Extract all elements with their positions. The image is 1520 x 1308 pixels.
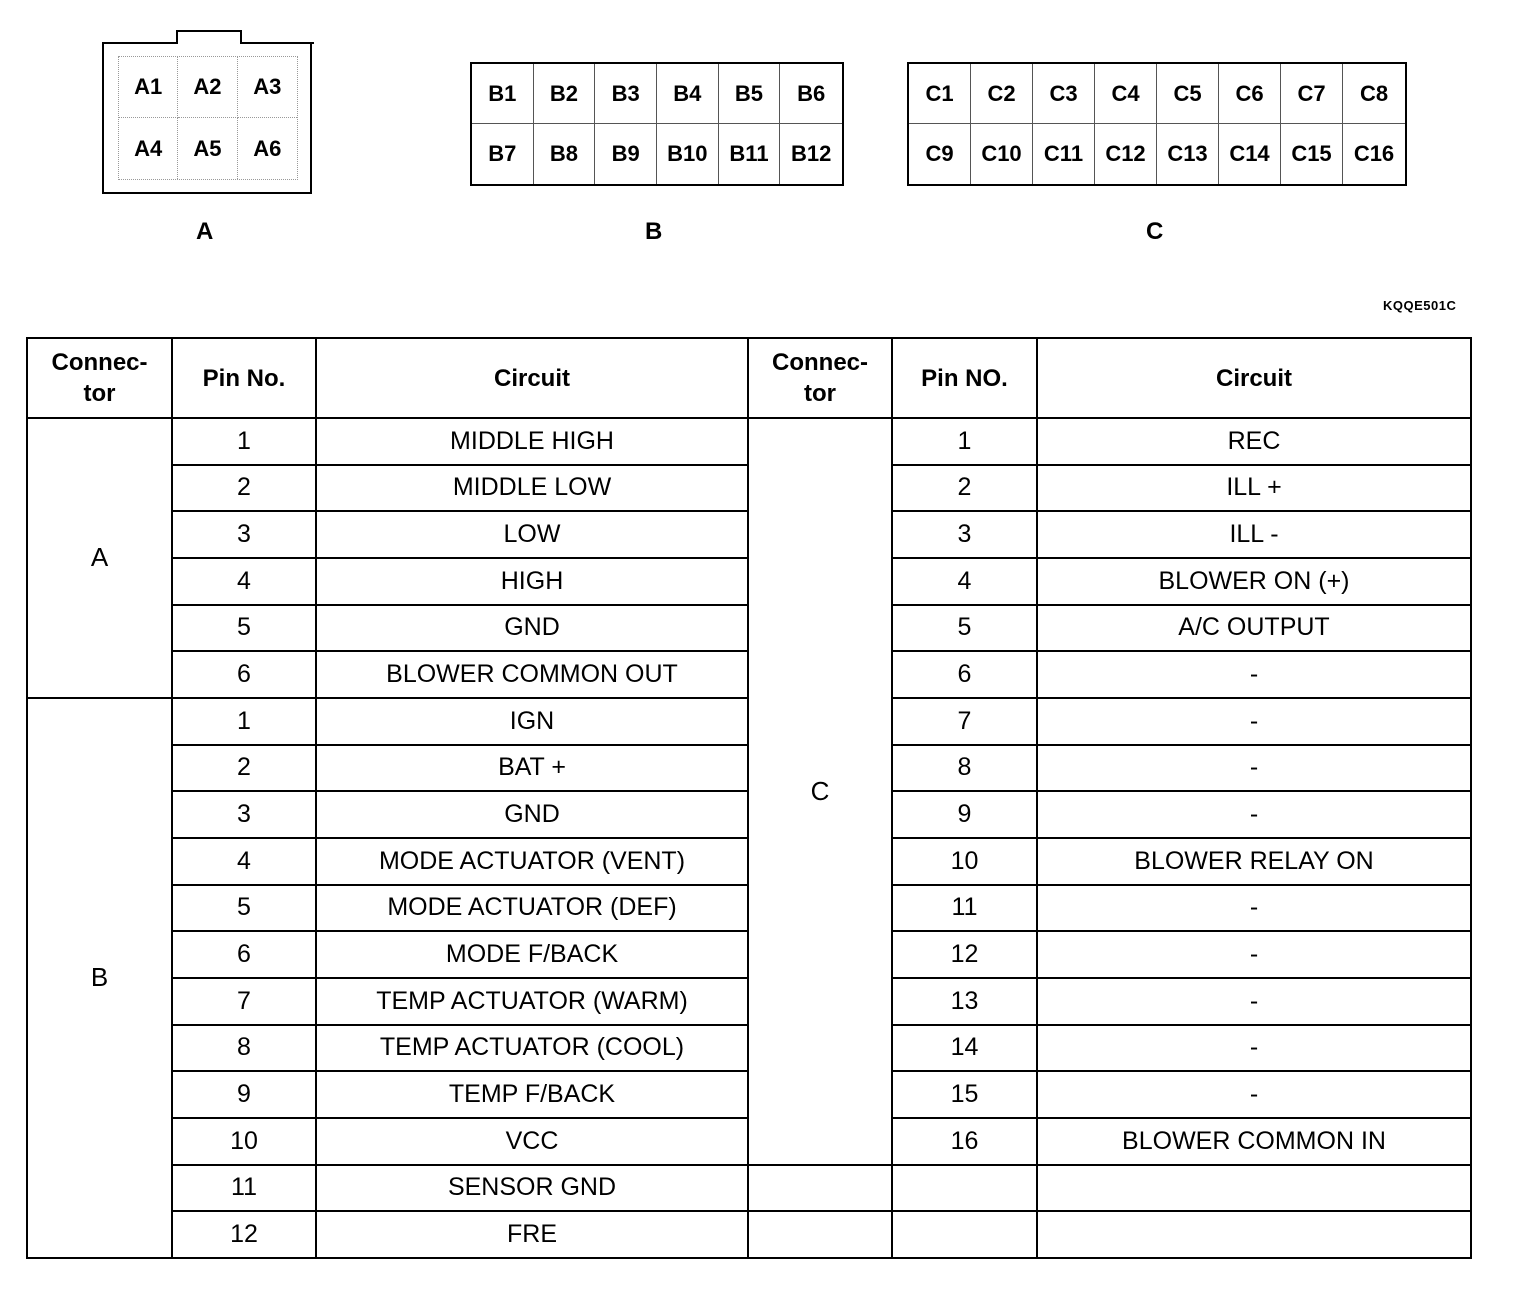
pin-label-b6: B6 [780, 64, 842, 124]
pin-label-c2: C2 [971, 64, 1033, 124]
connector-a-diagram [102, 42, 312, 194]
table-row [27, 1211, 1471, 1258]
pin-number: 7 [172, 978, 316, 1025]
connector-a-pins [118, 56, 298, 180]
circuit-name: BAT + [316, 745, 748, 792]
pin-label-c12: C12 [1095, 124, 1157, 184]
circuit-name: MIDDLE LOW [316, 465, 748, 512]
connector-a-caption: A [196, 218, 214, 245]
connector-group-c: C [748, 418, 892, 1165]
pin-number: 12 [892, 931, 1037, 978]
pin-label-c3: C3 [1033, 64, 1095, 124]
pin-label-a6: A6 [253, 135, 282, 161]
empty-cell [1037, 1211, 1471, 1258]
connector-c-diagram [907, 62, 1407, 186]
circuit-name: - [1037, 1071, 1471, 1118]
pin-number: 2 [172, 745, 316, 792]
circuit-name: - [1037, 698, 1471, 745]
connector-b-caption: B [645, 218, 663, 245]
pin-number: 14 [892, 1025, 1037, 1072]
circuit-name: FRE [316, 1211, 748, 1258]
pin-number: 10 [892, 838, 1037, 885]
circuit-name: REC [1037, 418, 1471, 465]
pin-label-b9: B9 [595, 124, 657, 184]
empty-cell [748, 1165, 892, 1212]
pin-label-a3: A3 [238, 57, 297, 118]
pin-number: 4 [172, 558, 316, 605]
circuit-name: BLOWER ON (+) [1037, 558, 1471, 605]
circuit-name: A/C OUTPUT [1037, 605, 1471, 652]
connector-b-pins [472, 64, 842, 184]
pin-number: 5 [892, 605, 1037, 652]
empty-cell [892, 1165, 1037, 1212]
circuit-name: HIGH [316, 558, 748, 605]
connector-a-notch [176, 30, 178, 44]
circuit-name: BLOWER RELAY ON [1037, 838, 1471, 885]
pin-number: 1 [892, 418, 1037, 465]
circuit-name: TEMP ACTUATOR (WARM) [316, 978, 748, 1025]
pin-number: 6 [172, 651, 316, 698]
pin-label-b10: B10 [657, 124, 719, 184]
empty-cell [748, 1211, 892, 1258]
pin-number: 4 [172, 838, 316, 885]
connector-group-b: B [27, 698, 172, 1258]
header-connector-right: Connec- tor [748, 338, 892, 418]
pin-label-a5: A5 [178, 118, 237, 179]
pin-number: 3 [172, 791, 316, 838]
pin-label-b4: B4 [657, 64, 719, 124]
pin-number: 6 [172, 931, 316, 978]
pin-number: 3 [892, 511, 1037, 558]
header-connector-left: Connec- tor [27, 338, 172, 418]
table-header-row [27, 338, 1471, 418]
circuit-name: BLOWER COMMON OUT [316, 651, 748, 698]
pin-number: 12 [172, 1211, 316, 1258]
table-row [27, 418, 1471, 465]
pin-number: 1 [172, 418, 316, 465]
header-circuit-left: Circuit [316, 338, 748, 418]
pin-label-a4: A4 [119, 118, 178, 179]
pin-number: 9 [172, 1071, 316, 1118]
header-circuit-right: Circuit [1037, 338, 1471, 418]
pin-label-c8: C8 [1343, 64, 1405, 124]
connector-a-edge [102, 42, 178, 44]
pin-label-a2: A2 [178, 57, 237, 118]
pin-label-b12: B12 [790, 141, 832, 166]
circuit-name: MODE ACTUATOR (VENT) [316, 838, 748, 885]
pin-number: 11 [892, 885, 1037, 932]
circuit-name: GND [316, 791, 748, 838]
circuit-name: - [1037, 1025, 1471, 1072]
circuit-name: LOW [316, 511, 748, 558]
pin-number: 3 [172, 511, 316, 558]
pin-number: 8 [172, 1025, 316, 1072]
pin-label-c16: C16 [1353, 141, 1395, 166]
circuit-name: - [1037, 978, 1471, 1025]
header-pin-left: Pin No. [172, 338, 316, 418]
circuit-name: BLOWER COMMON IN [1037, 1118, 1471, 1165]
circuit-name: GND [316, 605, 748, 652]
circuit-name: - [1037, 745, 1471, 792]
circuit-name: - [1037, 791, 1471, 838]
circuit-name: MODE ACTUATOR (DEF) [316, 885, 748, 932]
pin-label-c11: C11 [1033, 124, 1095, 184]
pin-number: 2 [892, 465, 1037, 512]
pin-label-c10: C10 [971, 124, 1033, 184]
pin-number: 15 [892, 1071, 1037, 1118]
connector-b-diagram [470, 62, 844, 186]
pin-number: 1 [172, 698, 316, 745]
circuit-name: IGN [316, 698, 748, 745]
pin-number: 13 [892, 978, 1037, 1025]
circuit-name: - [1037, 651, 1471, 698]
pin-label-c1: C1 [909, 64, 971, 124]
pin-label-c6: C6 [1219, 64, 1281, 124]
circuit-name: SENSOR GND [316, 1165, 748, 1212]
pin-number: 8 [892, 745, 1037, 792]
connector-c-caption: C [1146, 218, 1164, 245]
pin-label-b2: B2 [534, 64, 596, 124]
pin-number: 2 [172, 465, 316, 512]
circuit-name: MIDDLE HIGH [316, 418, 748, 465]
pin-label-b3: B3 [595, 64, 657, 124]
empty-cell [1037, 1165, 1471, 1212]
pin-number: 6 [892, 651, 1037, 698]
circuit-name: ILL - [1037, 511, 1471, 558]
pin-label-b1: B1 [472, 64, 534, 124]
circuit-name: TEMP F/BACK [316, 1071, 748, 1118]
pin-label-c9: C9 [909, 124, 971, 184]
pin-label-c5: C5 [1157, 64, 1219, 124]
table-row [27, 1165, 1471, 1212]
pin-label-a1: A1 [119, 57, 178, 118]
circuit-name: - [1037, 931, 1471, 978]
connector-a-edge [240, 42, 314, 44]
pin-label-c15: C15 [1281, 124, 1343, 184]
circuit-name: VCC [316, 1118, 748, 1165]
pin-label-b8: B8 [534, 124, 596, 184]
pin-number: 7 [892, 698, 1037, 745]
circuit-name: TEMP ACTUATOR (COOL) [316, 1025, 748, 1072]
figure-code: KQQE501C [1383, 298, 1457, 313]
pin-number: 4 [892, 558, 1037, 605]
pin-label-b5: B5 [719, 64, 781, 124]
pin-label-c4: C4 [1095, 64, 1157, 124]
pin-label-c13: C13 [1157, 124, 1219, 184]
pin-number: 10 [172, 1118, 316, 1165]
circuit-name: - [1037, 885, 1471, 932]
connector-a-notch [176, 30, 242, 32]
pin-number: 5 [172, 605, 316, 652]
connector-c-pins [909, 64, 1405, 184]
pin-number: 16 [892, 1118, 1037, 1165]
circuit-name: MODE F/BACK [316, 931, 748, 978]
header-pin-right: Pin NO. [892, 338, 1037, 418]
circuit-name: ILL + [1037, 465, 1471, 512]
pin-label-b11: B11 [719, 124, 781, 184]
empty-cell [892, 1211, 1037, 1258]
pin-number: 11 [172, 1165, 316, 1212]
pin-label-c7: C7 [1281, 64, 1343, 124]
pin-label-c14: C14 [1219, 124, 1281, 184]
pin-number: 9 [892, 791, 1037, 838]
pin-label-b7: B7 [472, 124, 534, 184]
pinout-table [26, 337, 1472, 1259]
connector-group-a: A [27, 418, 172, 698]
pin-number: 5 [172, 885, 316, 932]
